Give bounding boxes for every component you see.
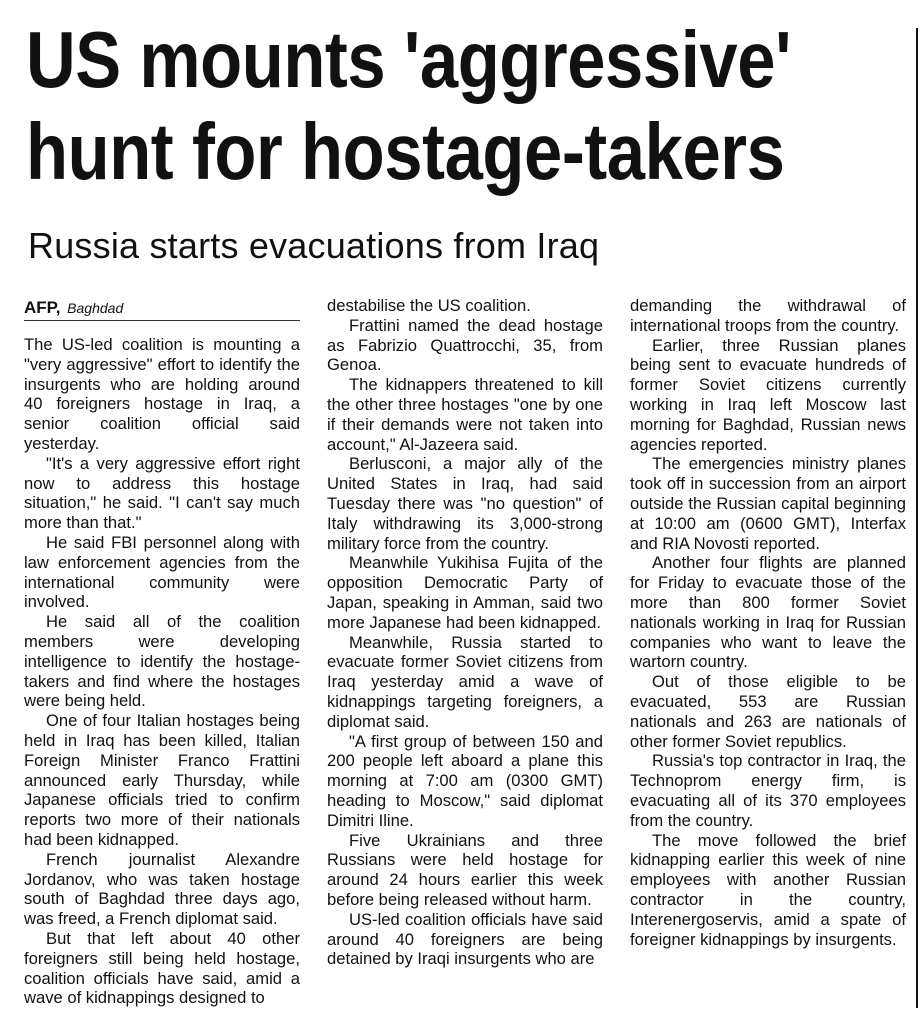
paragraph: Meanwhile, Russia started to evacuate former Soviet citizens from Iraq yesterday amid a wave of kidnappings targeting foreigners, a diplomat said. xyxy=(327,632,603,731)
paragraph: He said all of the coalition members were developing intelligence to identify the hostage-takers and find where the hostages were being held. xyxy=(24,612,300,711)
subheadline: Russia starts evacuations from Iraq xyxy=(28,225,600,266)
headline-line-2: hunt for hostage-takers xyxy=(26,107,785,196)
paragraph: Five Ukrainians and three Russians were held hostage for around 24 hours earlier this week before being released without harm. xyxy=(327,830,603,909)
column-1 xyxy=(24,296,300,1008)
paragraph: Russia's top contractor in Iraq, the Technoprom energy firm, is evacuating all of its 370 employees from the country. xyxy=(630,751,906,830)
headline xyxy=(26,14,792,198)
column-2 xyxy=(327,296,603,969)
paragraph: Frattini named the dead hostage as Fabrizio Quattrocchi, 35, from Genoa. xyxy=(327,315,603,375)
headline-line-1: US mounts 'aggressive' xyxy=(26,15,792,104)
paragraph: "A first group of between 150 and 200 people left aboard a plane this morning at 7:00 am (0300 GMT) heading to Moscow," said diplomat Dimitri Iline. xyxy=(327,731,603,830)
paragraph: The US-led coalition is mounting a "very aggressive" effort to identify the insurgents who are holding around 40 foreigners hostage in Iraq, a senior coalition official said yesterday. xyxy=(24,335,300,453)
paragraph: He said FBI personnel along with law enforcement agencies from the international community were involved. xyxy=(24,532,300,612)
paragraph: French journalist Alexandre Jordanov, who was taken hostage south of Baghdad three days ago, was freed, a French diplomat said. xyxy=(24,849,300,929)
column-3 xyxy=(630,296,906,949)
paragraph: destabilise the US coalition. xyxy=(327,296,531,315)
paragraph: Meanwhile Yukihisa Fujita of the opposition Democratic Party of Japan, speaking in Amman, said two more Japanese had been kidnapped. xyxy=(327,553,603,632)
paragraph: demanding the withdrawal of international troops from the country. xyxy=(630,296,906,335)
byline xyxy=(24,296,300,321)
paragraph: The kidnappers threatened to kill the other three hostages "one by one if their demands were not taken into account," Al-Jazeera said. xyxy=(327,375,603,454)
column-rule xyxy=(916,28,918,1008)
paragraph: US-led coalition officials have said around 40 foreigners are being detained by Iraqi insurgents who are xyxy=(327,909,603,969)
paragraph: "It's a very aggressive effort right now to address this hostage situation," he said. "I can't say much more than that." xyxy=(24,453,300,533)
paragraph: Berlusconi, a major ally of the United States in Iraq, had said Tuesday there was "no question" of Italy withdrawing its 3,000-strong military force from the country. xyxy=(327,454,603,553)
paragraph: The emergencies ministry planes took off in succession from an airport outside the Russian capital beginning at 10:00 am (0600 GMT), Interfax and RIA Novosti reported. xyxy=(630,454,906,553)
paragraph: Another four flights are planned for Friday to evacuate those of the more than 800 former Soviet nationals working in Iraq for Russian companies who want to leave the wartorn country. xyxy=(630,553,906,672)
paragraph: But that left about 40 other foreigners still being held hostage, coalition officials have said, amid a wave of kidnappings designed to xyxy=(24,928,300,1008)
byline-location: Baghdad xyxy=(67,300,124,316)
paragraph: Earlier, three Russian planes being sent to evacuate hundreds of former Soviet citizens currently working in Iraq left Moscow last morning for Baghdad, Russian news agencies reported. xyxy=(630,335,906,454)
paragraph: Out of those eligible to be evacuated, 553 are Russian nationals and 263 are nationals of other former Soviet republics. xyxy=(630,672,906,751)
paragraph: The move followed the brief kidnapping earlier this week of nine employees with another Russian contractor in the country, Interenergoservis, amid a spate of foreigner kidnappings by insurgents. xyxy=(630,830,906,949)
paragraph: One of four Italian hostages being held in Iraq has been killed, Italian Foreign Minister Franco Frattini announced early Thursday, while Japanese officials tried to confirm reports two more of their nationals had been kidnapped. xyxy=(24,711,300,849)
byline-agency: AFP, xyxy=(24,298,61,317)
